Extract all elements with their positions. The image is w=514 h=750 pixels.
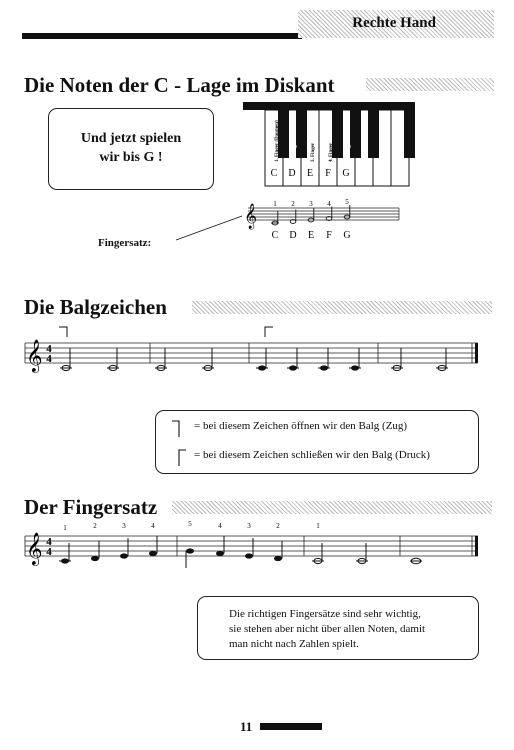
finger-label-5: 5. Finger [347, 140, 352, 160]
fingersatz-note-box [197, 596, 479, 660]
key-note-f: F [325, 168, 331, 179]
finger-number-9: 1 [316, 522, 320, 530]
section3-title: Der Fingersatz [24, 495, 158, 519]
finger-label-2: 2. Finger [293, 140, 298, 160]
finger-label-3: 3. Finger [311, 142, 316, 162]
svg-text:4: 4 [46, 546, 52, 558]
legend-close-text: = bei diesem Zeichen schließen wir den Balg (Druck) [194, 449, 430, 461]
svg-text:4: 4 [46, 353, 52, 365]
note-line-2: sie stehen aber nicht über allen Noten, damit [229, 623, 426, 635]
key-note-e: E [306, 168, 314, 179]
fingersatz-staff [20, 515, 490, 580]
footer-rule [260, 723, 322, 730]
bubble-line-1: Und jetzt spielen [80, 131, 182, 146]
staff-note-e: E [307, 230, 315, 241]
page-number: 11 [240, 719, 253, 734]
bubble-line-2: wir bis G ! [99, 150, 163, 165]
section3-title-bar [172, 501, 492, 514]
staff-note-c: C [271, 230, 279, 241]
finger-label-1: 1. Finger (Daumen) [275, 120, 280, 162]
svg-text:4: 4 [46, 343, 52, 355]
finger-number-1: 1 [63, 524, 67, 532]
section2-title-bar [192, 301, 492, 314]
finger-number-4: 4 [151, 522, 155, 530]
staff-finger-1: 1 [273, 200, 277, 208]
finger-number-2: 2 [93, 522, 97, 530]
treble-clef-icon: 𝄞 [26, 341, 43, 372]
header-title: Rechte Hand [352, 15, 436, 31]
svg-text:4: 4 [46, 536, 52, 548]
finger-number-6: 4 [218, 522, 222, 530]
finger-number-7: 3 [247, 522, 251, 530]
finger-number-8: 2 [276, 522, 280, 530]
bellows-sign-icons [168, 416, 188, 471]
fingersatz-label: Fingersatz: [98, 237, 152, 249]
section1-title: Die Noten der C - Lage im Diskant [24, 73, 335, 97]
treble-clef-icon: 𝄞 [244, 203, 258, 228]
finger-number-3: 3 [122, 522, 126, 530]
legend-open-text: = bei diesem Zeichen öffnen wir den Balg (Zug) [194, 420, 408, 432]
key-note-g: G [342, 168, 350, 179]
key-note-d: D [288, 168, 296, 179]
treble-clef-icon: 𝄞 [26, 534, 43, 565]
finger-number-5: 5 [188, 520, 192, 528]
staff-note-f: F [326, 230, 332, 241]
note-line-1: Die richtigen Fingersätze sind sehr wichtig, [229, 608, 421, 620]
staff-finger-5: 5 [345, 198, 349, 206]
staff-note-d: D [289, 230, 297, 241]
bellows-staff [20, 315, 490, 380]
staff-finger-3: 3 [309, 200, 313, 208]
finger-label-4: 4. Finger [329, 142, 334, 162]
section2-title: Die Balgzeichen [24, 295, 167, 319]
staff-note-g: G [343, 230, 351, 241]
staff-finger-2: 2 [291, 200, 295, 208]
note-line-3: man nicht nach Zahlen spielt. [229, 638, 359, 650]
bellows-legend-box [155, 410, 479, 474]
key-note-c: C [270, 168, 278, 179]
staff-finger-4: 4 [327, 200, 331, 208]
